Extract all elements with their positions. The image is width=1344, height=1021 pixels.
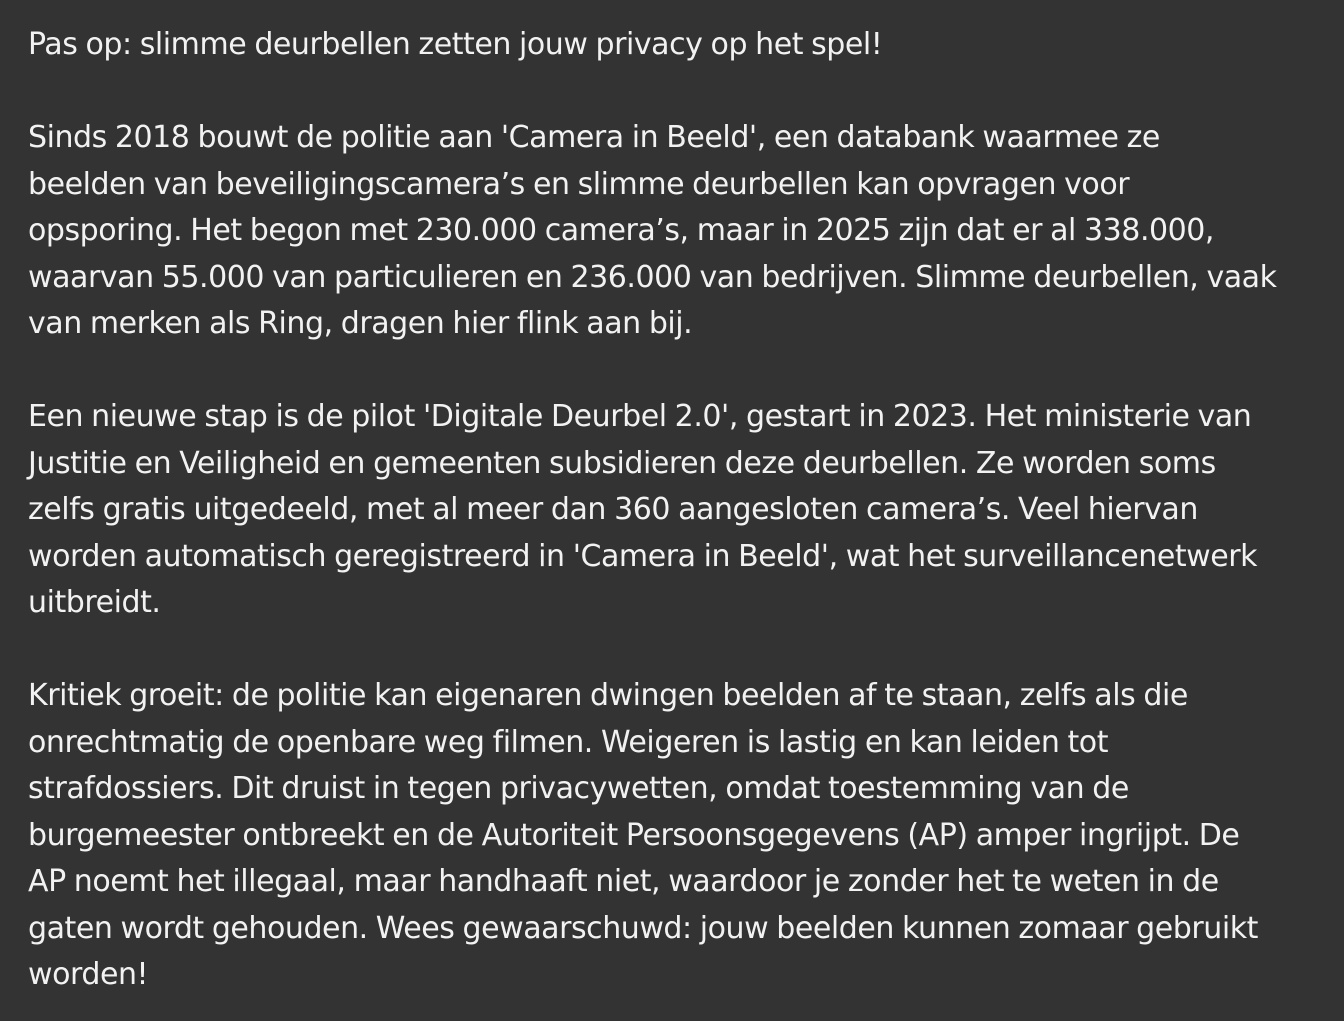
paragraph-line: onrechtmatig de openbare weg filmen. Weigeren is lastig en kan leiden tot [28, 724, 1109, 760]
paragraph-line: uitbreidt. [28, 585, 161, 620]
paragraph-line: Kritiek groeit: de politie kan eigenaren dwingen beelden af te staan, zelfs als die [28, 678, 1188, 713]
paragraph-line: Justitie en Veiligheid en gemeenten subsidieren deze deurbellen. Ze worden soms [28, 445, 1216, 481]
paragraph-digitale-deurbel [28, 394, 1338, 627]
paragraph-line: Sinds 2018 bouwt de politie aan 'Camera in Beeld', een databank waarmee ze [28, 120, 1160, 155]
paragraph-line: waarvan 55.000 van particulieren en 236.000 van bedrijven. Slimme deurbellen, vaak [28, 259, 1277, 295]
paragraph-line: worden automatisch geregistreerd in 'Camera in Beeld', wat het surveillancenetwerk [28, 538, 1258, 574]
paragraph-line: opsporing. Het begon met 230.000 camera’s, maar in 2025 zijn dat er al 338.000, [28, 213, 1215, 248]
paragraph-line: worden! [28, 957, 149, 992]
paragraph-line: burgemeester ontbreekt en de Autoriteit Persoonsgegevens (AP) amper ingrijpt. De [28, 817, 1240, 853]
title-text: Pas op: slimme deurbellen zetten jouw privacy op het spel! [28, 27, 883, 62]
paragraph-line: AP noemt het illegaal, maar handhaaft niet, waardoor je zonder het te weten in de [28, 864, 1219, 899]
paragraph-line: Een nieuwe stap is de pilot 'Digitale Deurbel 2.0', gestart in 2023. Het ministerie van [28, 399, 1252, 434]
paragraph-line: gaten wordt gehouden. Wees gewaarschuwd: jouw beelden kunnen zomaar gebruikt [28, 910, 1258, 946]
paragraph-kritiek [28, 673, 1338, 999]
paragraph-camera-in-beeld [28, 115, 1338, 348]
paragraph-line: zelfs gratis uitgedeeld, met al meer dan 360 aangesloten camera’s. Veel hiervan [28, 492, 1198, 527]
paragraph-line: beelden van beveiligingscamera’s en slimme deurbellen kan opvragen voor [28, 166, 1130, 202]
message-title [28, 22, 1338, 69]
paragraph-line: strafdossiers. Dit druist in tegen privacywetten, omdat toestemming van de [28, 771, 1129, 806]
paragraph-line: van merken als Ring, dragen hier flink aan bij. [28, 306, 693, 341]
